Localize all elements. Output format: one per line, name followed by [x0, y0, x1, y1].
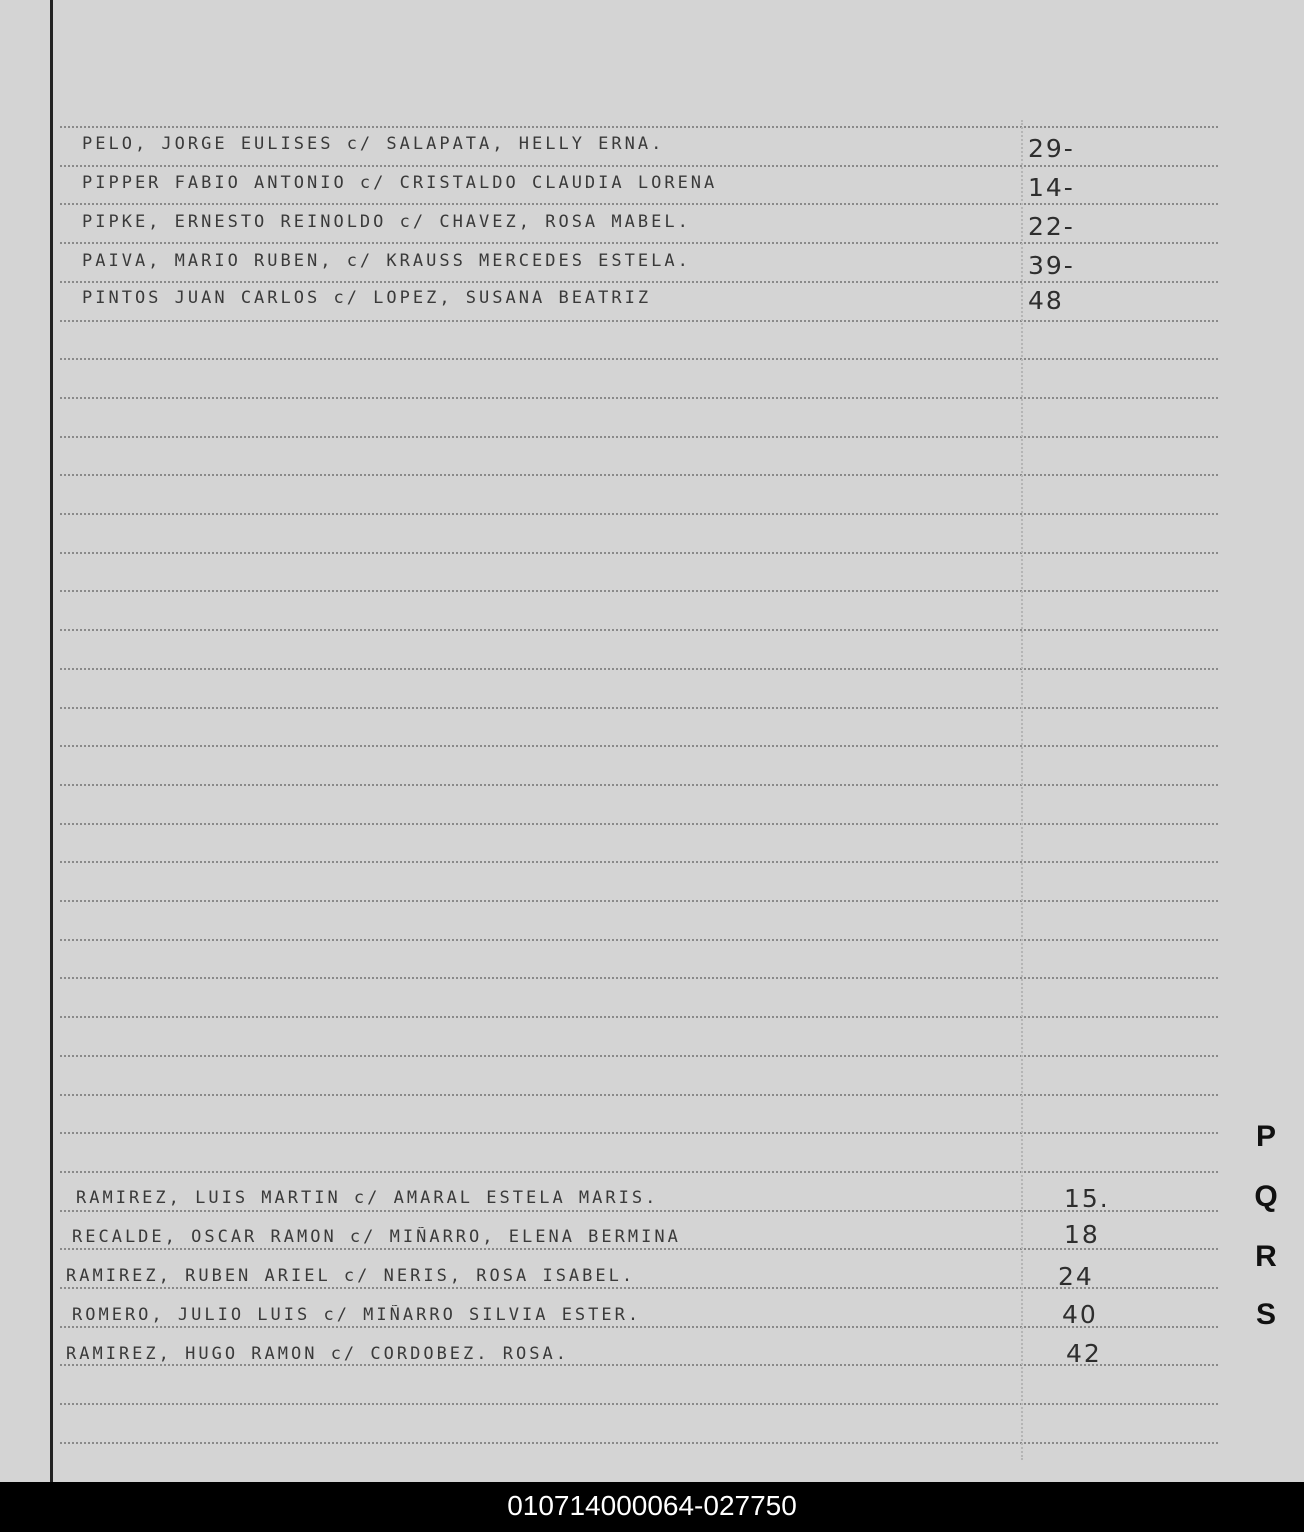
- ruled-line: [60, 552, 1218, 554]
- ruled-line: [60, 629, 1218, 631]
- ruled-line: [60, 900, 1218, 902]
- index-tab-s: S: [1255, 1298, 1276, 1331]
- ruled-line: [60, 1132, 1218, 1134]
- ruled-line: [60, 1403, 1218, 1405]
- index-tab-r: R: [1255, 1240, 1277, 1273]
- entry-number: 40: [1062, 1300, 1098, 1329]
- entry-text: PIPPER FABIO ANTONIO c/ CRISTALDO CLAUDIA LORENA: [82, 173, 718, 193]
- entry-text: ROMERO, JULIO LUIS c/ MIÑARRO SILVIA ESTER.: [72, 1305, 642, 1325]
- ruled-line: [60, 977, 1218, 979]
- entry-text: RAMIREZ, LUIS MARTIN c/ AMARAL ESTELA MARIS.: [76, 1188, 659, 1208]
- entry-number: 29-: [1028, 134, 1075, 163]
- entry-number: 15.: [1064, 1184, 1110, 1213]
- ruled-line: [60, 397, 1218, 399]
- ruled-line: [60, 1094, 1218, 1096]
- ruled-line: [60, 1016, 1218, 1018]
- ruled-line: [60, 745, 1218, 747]
- ruled-line: [60, 823, 1218, 825]
- ruled-line: [60, 590, 1218, 592]
- entry-number: 48: [1028, 286, 1064, 315]
- ruled-line: [60, 1171, 1218, 1173]
- entry-text: PAIVA, MARIO RUBEN, c/ KRAUSS MERCEDES ESTELA.: [82, 251, 691, 271]
- ruled-line: [60, 320, 1218, 322]
- index-tab-p: P: [1255, 1120, 1276, 1153]
- entry-text: PIPKE, ERNESTO REINOLDO c/ CHAVEZ, ROSA MABEL.: [82, 212, 691, 232]
- entry-number: 18: [1064, 1220, 1100, 1249]
- entry-number: 22-: [1028, 212, 1075, 241]
- ruled-line: [60, 358, 1218, 360]
- ruled-line: [60, 474, 1218, 476]
- entry-text: PELO, JORGE EULISES c/ SALAPATA, HELLY ERNA.: [82, 134, 665, 154]
- left-margin-line: [50, 0, 53, 1482]
- entry-text: RAMIREZ, RUBEN ARIEL c/ NERIS, ROSA ISABEL.: [66, 1266, 636, 1286]
- entry-number: 39-: [1028, 251, 1075, 280]
- document-code-footer: 010714000064-027750: [0, 1482, 1304, 1532]
- ruled-line: [60, 1442, 1218, 1444]
- entry-text: PINTOS JUAN CARLOS c/ LOPEZ, SUSANA BEATRIZ: [82, 288, 652, 308]
- index-tab-q: Q: [1254, 1180, 1278, 1213]
- entry-text: RAMIREZ, HUGO RAMON c/ CORDOBEZ. ROSA.: [66, 1344, 569, 1364]
- number-column-divider: [1021, 120, 1023, 1460]
- ruled-line: [60, 861, 1218, 863]
- ruled-line: [60, 513, 1218, 515]
- ruled-line: [60, 707, 1218, 709]
- entry-number: 42: [1066, 1339, 1102, 1368]
- ruled-line: [60, 126, 1218, 128]
- entry-text: RECALDE, OSCAR RAMON c/ MIÑARRO, ELENA BERMINA: [72, 1227, 681, 1247]
- ruled-line: [60, 436, 1218, 438]
- entry-number: 14-: [1028, 173, 1075, 202]
- ruled-line: [60, 939, 1218, 941]
- ruled-line: [60, 1055, 1218, 1057]
- ruled-line: [60, 668, 1218, 670]
- ruled-line: [60, 784, 1218, 786]
- entry-number: 24: [1058, 1262, 1094, 1291]
